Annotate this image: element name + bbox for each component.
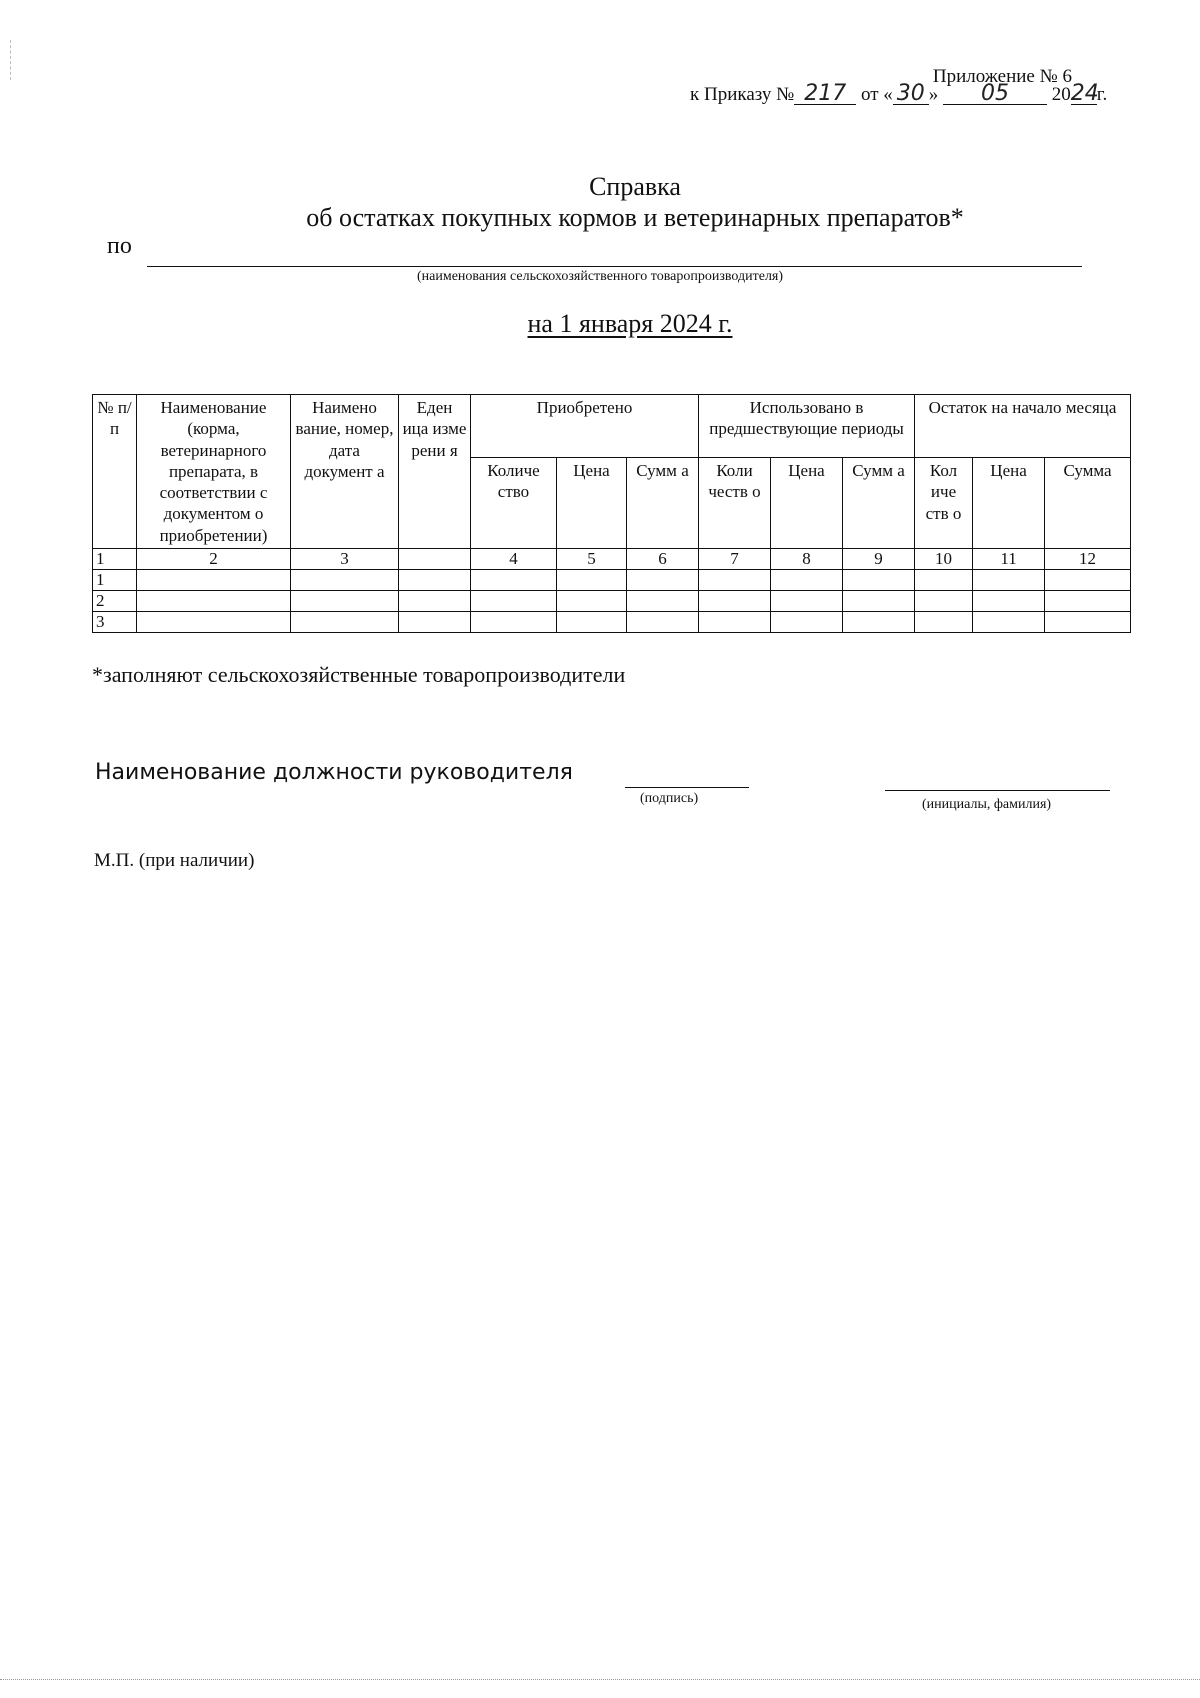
- order-year-prefix: 20: [1051, 84, 1071, 105]
- order-number: 217: [794, 84, 856, 105]
- column-number-row: [93, 549, 1131, 570]
- report-date: [0, 309, 1200, 339]
- producer-name-line: [147, 266, 1082, 267]
- balances-table: [92, 394, 1131, 633]
- header-acquired: Приобретено: [471, 395, 699, 458]
- name-line: [885, 790, 1110, 791]
- order-year: 24: [1070, 81, 1099, 106]
- header-used: Использовано в предшествующие периоды: [699, 395, 915, 458]
- column-number: 5: [557, 549, 627, 570]
- producer-caption: (наименования сельскохозяйственного товаропроизводителя): [417, 269, 784, 284]
- producer-label: по: [107, 233, 132, 259]
- order-day: 30: [893, 84, 929, 105]
- column-number: 1: [93, 549, 137, 570]
- subheader-used-qty: Коли честв о: [699, 458, 771, 549]
- table-row: [93, 570, 1131, 591]
- column-number: 9: [843, 549, 915, 570]
- row-number: 2: [93, 591, 137, 612]
- footnote: *заполняют сельскохозяйственные товаропроизводители: [92, 662, 626, 687]
- header-num: № п/ п: [93, 395, 137, 549]
- signature-caption: (подпись): [640, 791, 699, 806]
- order-from: от «: [860, 84, 893, 105]
- name-caption: (инициалы, фамилия): [922, 797, 1052, 812]
- column-number: 2: [137, 549, 291, 570]
- stamp-label: М.П. (при наличии): [94, 850, 255, 871]
- order-year-end: г.: [1096, 84, 1108, 105]
- table-header-row: [93, 395, 1131, 458]
- table-row: [93, 591, 1131, 612]
- row-number: 3: [93, 612, 137, 633]
- order-close-quote: »: [928, 84, 939, 105]
- appendix-label: Приложение № 6: [932, 66, 1072, 87]
- subheader-balance-qty: Кол иче ств о: [915, 458, 973, 549]
- column-number: 12: [1045, 549, 1131, 570]
- header-balance: Остаток на начало месяца: [915, 395, 1131, 458]
- table-row: [93, 612, 1131, 633]
- signature-line: [625, 787, 749, 788]
- order-month: 05: [943, 84, 1047, 105]
- subheader-acquired-sum: Сумм а: [627, 458, 699, 549]
- order-prefix: к Приказу №: [690, 84, 795, 105]
- column-number: 8: [771, 549, 843, 570]
- column-number: 4: [471, 549, 557, 570]
- position-label: Наименование должности руководителя: [95, 760, 573, 785]
- document-subtitle: об остатках покупных кормов и ветеринарных препаратов*: [306, 203, 964, 232]
- subheader-acquired-qty: Количе ство: [471, 458, 557, 549]
- order-reference: [690, 81, 1108, 106]
- subheader-balance-price: Цена: [973, 458, 1045, 549]
- column-number: [399, 549, 471, 570]
- column-number: 3: [291, 549, 399, 570]
- subheader-used-sum: Сумм а: [843, 458, 915, 549]
- column-number: 11: [973, 549, 1045, 570]
- header-document: Наимено вание, номер, дата документ а: [291, 395, 399, 549]
- column-number: 6: [627, 549, 699, 570]
- header-unit: Еден ица изме рени я: [399, 395, 471, 549]
- header-item-name: Наименование (корма, ветеринарного препарата, в соответствии с документом о приобретении): [137, 395, 291, 549]
- subheader-used-price: Цена: [771, 458, 843, 549]
- document-title: Справка: [589, 172, 681, 201]
- scan-bottom-edge: [0, 1679, 1200, 1680]
- scan-edge-mark: [10, 40, 12, 80]
- column-number: 7: [699, 549, 771, 570]
- row-number: 1: [93, 570, 137, 591]
- subheader-acquired-price: Цена: [557, 458, 627, 549]
- column-number: 10: [915, 549, 973, 570]
- report-date-text: на 1 января 2024 г.: [527, 309, 733, 338]
- subheader-balance-sum: Сумма: [1045, 458, 1131, 549]
